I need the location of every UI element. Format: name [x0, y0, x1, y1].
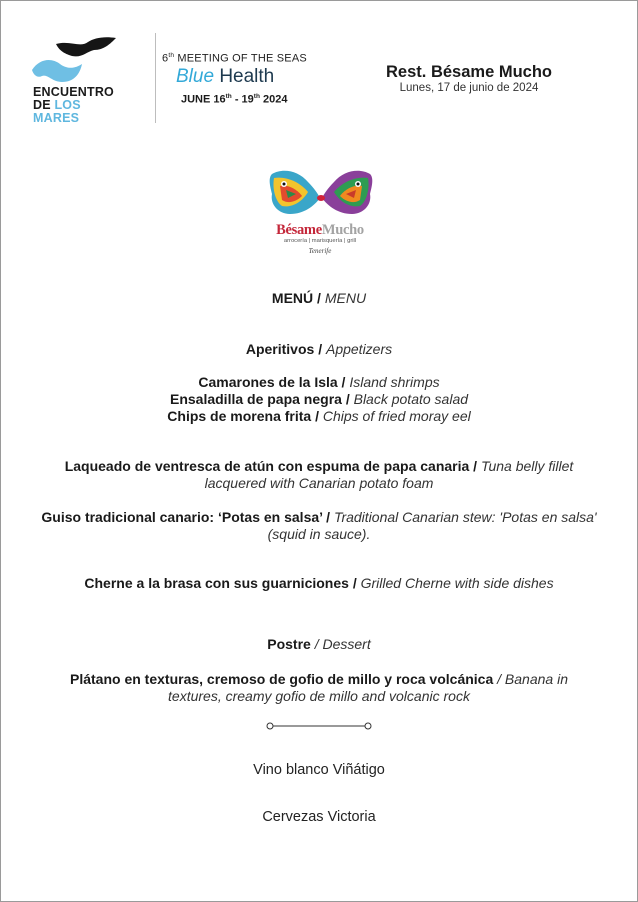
- besame-word: Bésame: [276, 222, 322, 238]
- slash: /: [322, 509, 334, 525]
- meeting-sup: th: [168, 52, 175, 59]
- menu-item: [30, 575, 608, 592]
- slash: /: [493, 671, 505, 687]
- heading-en: Appetizers: [325, 341, 393, 357]
- menu-title-es: MENÚ: [271, 290, 314, 306]
- logo-line-3: MARES: [33, 111, 80, 125]
- besame-town: Tenerife: [308, 247, 332, 255]
- item-en: Traditional Canarian stew: 'Potas en salsa': [333, 509, 597, 525]
- item-es: Plátano en texturas, cremoso de gofio de millo y roca volcánica: [70, 671, 494, 687]
- date-start: JUNE 16: [181, 93, 226, 106]
- item-en: Grilled Cherne with side dishes: [360, 575, 554, 591]
- section-heading-dessert: [30, 636, 608, 653]
- date-start-sup: th: [225, 93, 232, 100]
- logo-line-1: ENCUENTRO: [33, 85, 114, 99]
- drink-wine: Vino blanco Viñátigo: [253, 762, 385, 778]
- slash: /: [313, 290, 325, 306]
- slash: /: [311, 408, 323, 424]
- item-es: Chips de morena frita: [167, 408, 312, 424]
- menu-item: [30, 391, 608, 408]
- blue-word: Blue: [176, 66, 215, 87]
- item-en: Tuna belly fillet: [480, 458, 574, 474]
- section-heading-appetizers: [30, 341, 608, 358]
- besame-subtitle: arrocería | marisquería | grill: [283, 238, 357, 244]
- besame-mucho-wordmark: [264, 222, 376, 239]
- menu-item: [30, 374, 608, 391]
- ornament-divider: [266, 720, 372, 732]
- slash: /: [469, 458, 481, 474]
- slash: /: [337, 374, 350, 390]
- item-es: Guiso tradicional canario: ‘Potas en salsa’: [41, 509, 323, 525]
- item-en-continued: textures, creamy gofio de millo and volcanic rock: [168, 688, 470, 704]
- slash: /: [341, 391, 354, 407]
- date-end: - 19: [231, 93, 254, 106]
- logo-word-de: DE: [33, 98, 51, 112]
- heading-en: Dessert: [322, 636, 371, 652]
- menu-item: [30, 458, 608, 492]
- event-dates: [181, 93, 287, 106]
- item-es: Camarones de la Isla: [198, 374, 338, 390]
- blue-health-title: [176, 66, 274, 88]
- menu-title-en: MENU: [324, 290, 367, 306]
- drink-beer: Cervezas Victoria: [262, 809, 376, 825]
- slash: /: [348, 575, 361, 591]
- menu-item: [30, 671, 608, 705]
- item-en: Black potato salad: [353, 391, 469, 407]
- meeting-number: 6: [162, 52, 169, 65]
- item-en-continued: (squid in sauce).: [267, 526, 371, 542]
- item-en-continued: lacquered with Canarian potato foam: [204, 475, 434, 491]
- restaurant-name: Rest. Bésame Mucho: [386, 63, 552, 81]
- meeting-text: MEETING OF THE SEAS: [174, 52, 307, 65]
- encuentro-logo-text: [33, 86, 114, 125]
- item-en: Banana in: [504, 671, 568, 687]
- menu-item: [30, 509, 608, 543]
- kissing-fish-logo-icon: [268, 168, 374, 218]
- encuentro-logo-icon: [30, 34, 120, 89]
- heading-es: Aperitivos: [245, 341, 315, 357]
- restaurant-date: Lunes, 17 de junio de 2024: [399, 82, 539, 94]
- item-en: Island shrimps: [349, 374, 440, 390]
- slash: /: [314, 341, 326, 357]
- item-en: Chips of fried moray eel: [322, 408, 471, 424]
- date-end-sup: th: [253, 93, 260, 100]
- header-divider: [155, 33, 156, 123]
- menu-title: [30, 290, 608, 307]
- slash: /: [310, 636, 323, 652]
- item-es: Cherne a la brasa con sus guarniciones: [84, 575, 349, 591]
- meeting-title: [162, 52, 307, 65]
- mucho-word: Mucho: [321, 222, 364, 238]
- logo-word-los: LOS: [54, 98, 81, 112]
- health-word: Health: [219, 66, 275, 87]
- item-es: Laqueado de ventresca de atún con espuma de papa canaria: [64, 458, 470, 474]
- heading-es: Postre: [267, 636, 311, 652]
- item-es: Ensaladilla de papa negra: [169, 391, 342, 407]
- date-year: 2024: [259, 93, 288, 106]
- menu-item: [30, 408, 608, 425]
